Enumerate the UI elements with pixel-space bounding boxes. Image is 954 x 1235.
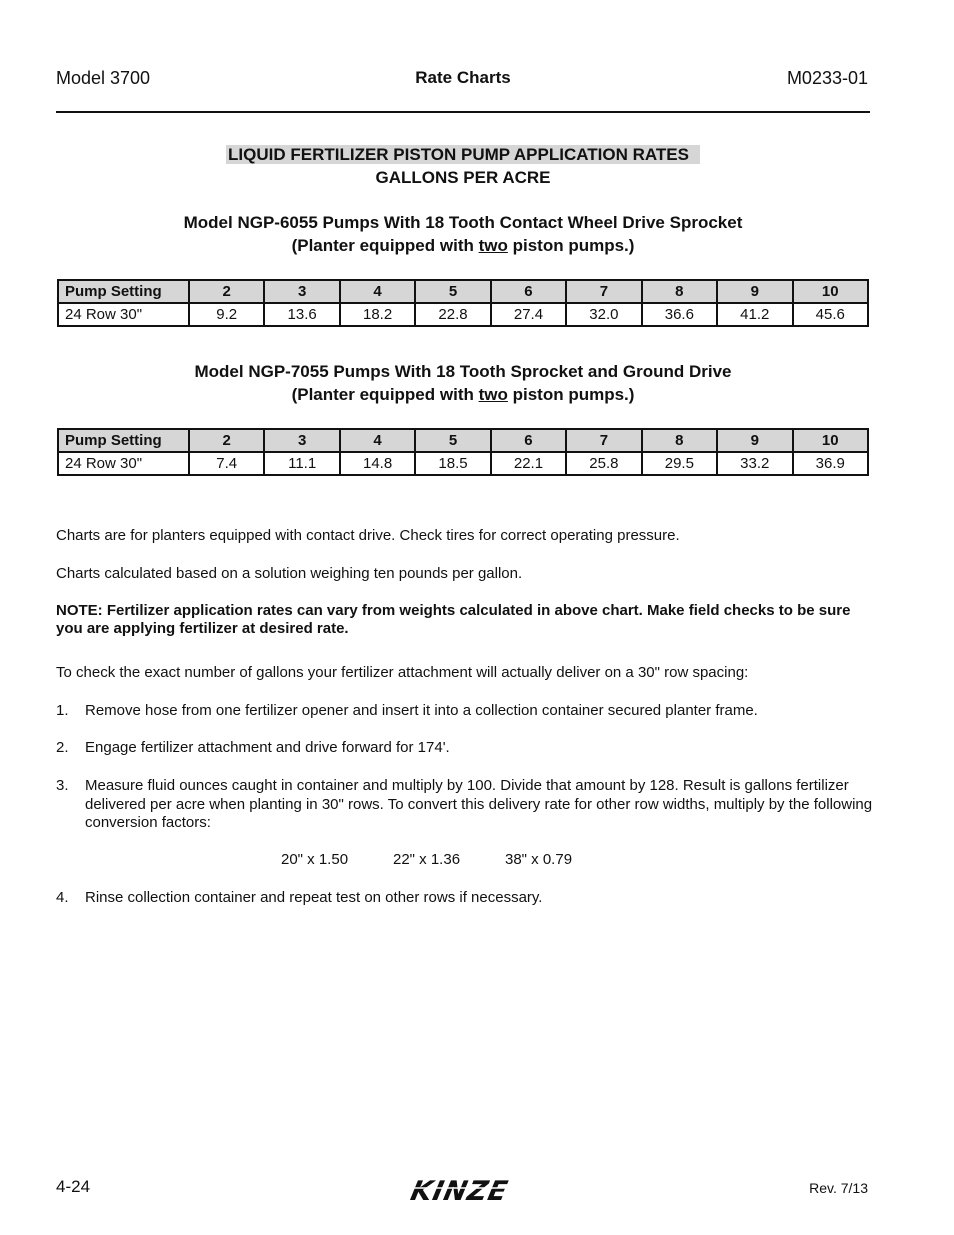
chart1-heading-pre: (Planter equipped with	[291, 236, 479, 255]
chart1-header-row	[58, 280, 868, 303]
chart2-setting: 6	[491, 429, 566, 452]
chart2-setting: 3	[264, 429, 339, 452]
step-number: 1.	[56, 702, 69, 719]
chart1-table	[57, 279, 869, 327]
conversion-factor-22: 22" x 1.36	[393, 851, 461, 868]
chart2-setting: 2	[189, 429, 264, 452]
chart2-row-label: 24 Row 30"	[58, 452, 189, 475]
revision-date: Rev. 7/13	[809, 1180, 868, 1196]
chart1-value: 45.6	[793, 303, 869, 326]
chart2-setting: 9	[717, 429, 792, 452]
main-title-line2: GALLONS PER ACRE	[375, 168, 551, 187]
chart1-value: 22.8	[415, 303, 490, 326]
chart1-value: 32.0	[566, 303, 641, 326]
header-section-title: Rate Charts	[415, 68, 511, 87]
chart2-setting: 10	[793, 429, 869, 452]
header-model: Model 3700	[56, 68, 151, 88]
main-title	[56, 143, 870, 189]
chart2-value: 7.4	[189, 452, 264, 475]
chart1-setting: 10	[793, 280, 869, 303]
note-solution-weight: Charts calculated based on a solution weighing ten pounds per gallon.	[56, 565, 523, 582]
chart2-header-row	[58, 429, 868, 452]
chart2-heading-line2	[56, 383, 870, 406]
chart2-value: 36.9	[793, 452, 869, 475]
chart2-value: 18.5	[415, 452, 490, 475]
chart1-value: 18.2	[340, 303, 415, 326]
step-text: Rinse collection container and repeat test on other rows if necessary.	[85, 889, 543, 906]
chart1-value: 13.6	[264, 303, 339, 326]
step-number: 2.	[56, 739, 69, 756]
step-text: Engage fertilizer attachment and drive forward for 174'.	[85, 739, 450, 756]
chart1-setting: 3	[264, 280, 339, 303]
step-number: 3.	[56, 777, 69, 794]
chart2-heading-pre: (Planter equipped with	[291, 385, 479, 404]
chart1-heading	[56, 211, 870, 257]
step-3	[56, 777, 876, 833]
note-contact-drive: Charts are for planters equipped with contact drive. Check tires for correct operating pressure.	[56, 527, 680, 544]
chart2-setting: 4	[340, 429, 415, 452]
chart2-setting: 8	[642, 429, 717, 452]
chart1-setting: 9	[717, 280, 792, 303]
chart2-heading-post: piston pumps.)	[507, 385, 635, 404]
chart2-setting: 7	[566, 429, 641, 452]
chart1-setting: 8	[642, 280, 717, 303]
chart2-header-label: Pump Setting	[58, 429, 189, 452]
chart1-value: 9.2	[189, 303, 264, 326]
check-intro: To check the exact number of gallons your fertilizer attachment will actually deliver on a 30" row spacing:	[56, 664, 749, 681]
chart1-data-row	[58, 303, 868, 326]
chart1-heading-post: piston pumps.)	[507, 236, 635, 255]
kinze-logo	[403, 1175, 523, 1207]
step-text: Measure fluid ounces caught in container and multiply by 100. Divide that amount by 128. Result is gallons fertilizer delivered per acre when planting in 30" rows. To convert this delivery rate for other row widths, multiply by the following conversion factors:	[85, 777, 873, 831]
chart2-value: 25.8	[566, 452, 641, 475]
chart1-setting: 6	[491, 280, 566, 303]
svg-text:KINZE: KINZE	[407, 1176, 512, 1207]
kinze-logo-mark	[403, 1175, 523, 1207]
header-doc-number: M0233-01	[786, 68, 868, 88]
chart1-heading-line1: Model NGP-6055 Pumps With 18 Tooth Contact Wheel Drive Sprocket	[183, 213, 743, 232]
conversion-factor-20: 20" x 1.50	[281, 851, 349, 868]
step-4	[56, 889, 876, 908]
chart1-setting: 5	[415, 280, 490, 303]
chart2-table	[57, 428, 869, 476]
chart1-value: 41.2	[717, 303, 792, 326]
chart1-setting: 7	[566, 280, 641, 303]
chart2-value: 22.1	[491, 452, 566, 475]
chart2-value: 11.1	[264, 452, 339, 475]
chart1-heading-line2	[56, 234, 870, 257]
note-warning: NOTE: Fertilizer application rates can vary from weights calculated in above chart. Make field checks to be sure you are applying fertilizer at desired rate.	[56, 602, 851, 637]
chart1-heading-underlined: two	[478, 236, 508, 255]
page-number: 4-24	[56, 1177, 91, 1196]
chart2-setting: 5	[415, 429, 490, 452]
chart1-value: 36.6	[642, 303, 717, 326]
step-number: 4.	[56, 889, 69, 906]
step-text: Remove hose from one fertilizer opener and insert it into a collection container secured planter frame.	[85, 702, 758, 719]
chart1-setting: 4	[340, 280, 415, 303]
chart1-header-label: Pump Setting	[58, 280, 189, 303]
header-rule	[56, 111, 870, 113]
main-title-line1: LIQUID FERTILIZER PISTON PUMP APPLICATION RATES	[226, 145, 700, 164]
conversion-factor-38: 38" x 0.79	[505, 851, 573, 868]
chart1-setting: 2	[189, 280, 264, 303]
step-1	[56, 702, 876, 721]
chart2-data-row	[58, 452, 868, 475]
chart2-heading-line1: Model NGP-7055 Pumps With 18 Tooth Sprocket and Ground Drive	[194, 362, 732, 381]
chart2-value: 33.2	[717, 452, 792, 475]
chart2-value: 29.5	[642, 452, 717, 475]
chart2-heading-underlined: two	[478, 385, 508, 404]
chart2-value: 14.8	[340, 452, 415, 475]
chart1-row-label: 24 Row 30"	[58, 303, 189, 326]
step-2	[56, 739, 876, 758]
chart1-value: 27.4	[491, 303, 566, 326]
chart2-heading	[56, 360, 870, 406]
